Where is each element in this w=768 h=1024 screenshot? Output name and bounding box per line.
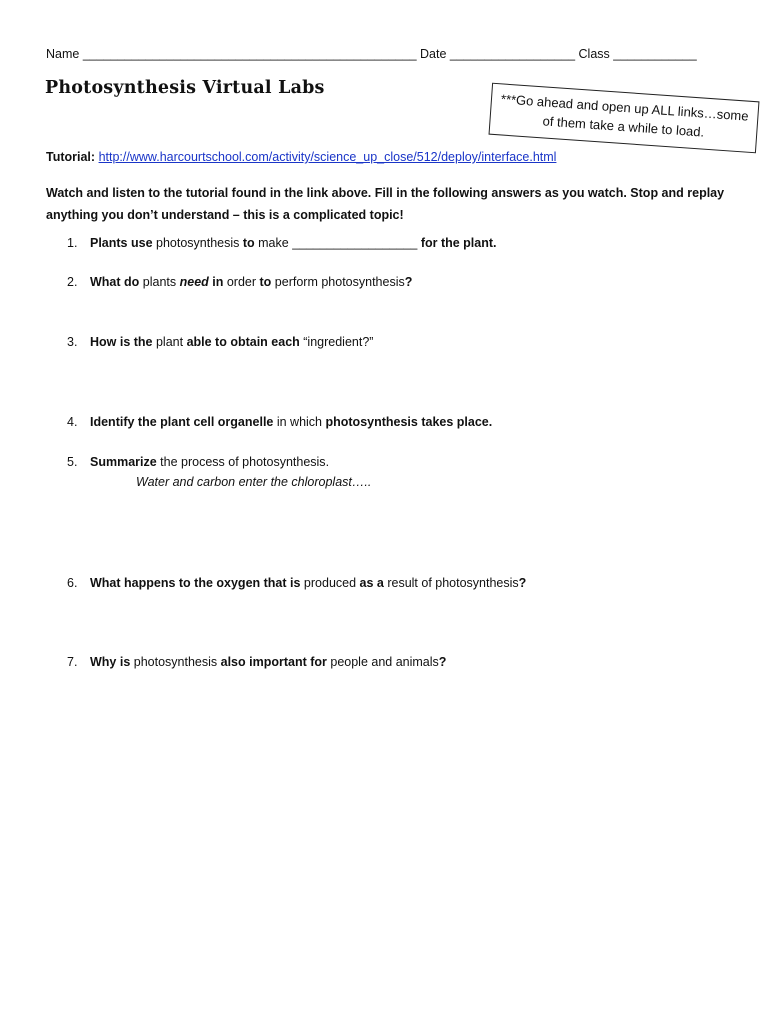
question-number: 3. bbox=[67, 335, 78, 349]
question-text: that is bbox=[260, 576, 304, 590]
instructions-text: Watch and listen to the tutorial found in the link above. Fill in the following answers as you watch. Stop and replay anything you don’t understand – this is a complicated topic! bbox=[46, 186, 725, 222]
name-field[interactable]: ________________________________________________ bbox=[82, 47, 417, 61]
question-5 bbox=[67, 455, 329, 469]
question-text: process of photosynthesis bbox=[181, 455, 326, 469]
question-text: in bbox=[208, 275, 227, 289]
question-text: Why is bbox=[90, 655, 134, 669]
question-text: photosynthesis bbox=[156, 236, 240, 250]
student-info-line bbox=[46, 47, 697, 61]
question-text: for bbox=[306, 655, 331, 669]
question-text: plants bbox=[142, 275, 177, 289]
question-text: need bbox=[179, 275, 209, 289]
date-field[interactable]: __________________ bbox=[449, 47, 576, 61]
name-label: Name bbox=[46, 47, 80, 61]
question-text: also bbox=[217, 655, 250, 669]
question-text: . bbox=[493, 236, 497, 250]
question-text: ? bbox=[404, 275, 413, 289]
question-text: Summarize bbox=[90, 455, 157, 469]
question-text: in which bbox=[273, 415, 326, 429]
tutorial-line bbox=[46, 150, 556, 164]
question-text: oxygen bbox=[216, 576, 261, 590]
question-text: result of photosynthesis bbox=[387, 576, 519, 590]
class-label: Class bbox=[578, 47, 610, 61]
question-6 bbox=[67, 576, 526, 590]
question-number: 2. bbox=[67, 275, 78, 289]
question-text: Identify the plant cell organelle bbox=[90, 415, 274, 429]
load-links-note: ***Go ahead and open up ALL links…some of them take a while to load. bbox=[489, 83, 760, 154]
question-text: How is the bbox=[90, 335, 156, 349]
question-text: photosynthesis takes place. bbox=[325, 415, 493, 429]
question-text: What happens to the bbox=[90, 576, 217, 590]
question-1 bbox=[67, 236, 497, 250]
question-text: “ingredient?” bbox=[303, 335, 374, 349]
tutorial-label: Tutorial: bbox=[46, 150, 96, 164]
question-text: Plants use bbox=[90, 236, 156, 250]
question-number: 4. bbox=[67, 415, 78, 429]
question-2 bbox=[67, 275, 412, 289]
question-text: as a bbox=[356, 576, 388, 590]
question-text: produced bbox=[303, 576, 357, 590]
question-text: the bbox=[156, 455, 182, 469]
question-text: perform photosynthesis bbox=[274, 275, 405, 289]
question-text: people and animals bbox=[330, 655, 439, 669]
page-title: Photosynthesis Virtual Labs bbox=[45, 78, 325, 98]
question-text: make bbox=[258, 236, 289, 250]
question-text: plant bbox=[155, 335, 184, 349]
question-text: obtain bbox=[230, 335, 268, 349]
question-number: 5. bbox=[67, 455, 78, 469]
question-text: order bbox=[226, 275, 257, 289]
question-text: ? bbox=[518, 576, 527, 590]
question-text: to bbox=[239, 236, 259, 250]
question-text: to bbox=[256, 275, 275, 289]
question-number: 7. bbox=[67, 655, 78, 669]
question-number: 6. bbox=[67, 576, 78, 590]
question-text: for the plant bbox=[420, 236, 494, 250]
date-label: Date bbox=[420, 47, 447, 61]
question-text: each bbox=[267, 335, 304, 349]
question-4 bbox=[67, 415, 492, 429]
class-field[interactable]: ____________ bbox=[613, 47, 697, 61]
question-text: photosynthesis bbox=[133, 655, 218, 669]
question-text: What do bbox=[90, 275, 143, 289]
question-3 bbox=[67, 335, 373, 349]
question-text: ? bbox=[438, 655, 447, 669]
question-text: . bbox=[325, 455, 330, 469]
question-7 bbox=[67, 655, 446, 669]
question-text: important bbox=[249, 655, 307, 669]
tutorial-link[interactable]: http://www.harcourtschool.com/activity/science_up_close/512/deploy/interface.html bbox=[98, 150, 557, 164]
question-5-hint: Water and carbon enter the chloroplast….. bbox=[136, 475, 372, 489]
question-text: able to bbox=[183, 335, 231, 349]
answer-blank[interactable]: __________________ bbox=[288, 236, 421, 250]
question-number: 1. bbox=[67, 236, 78, 250]
